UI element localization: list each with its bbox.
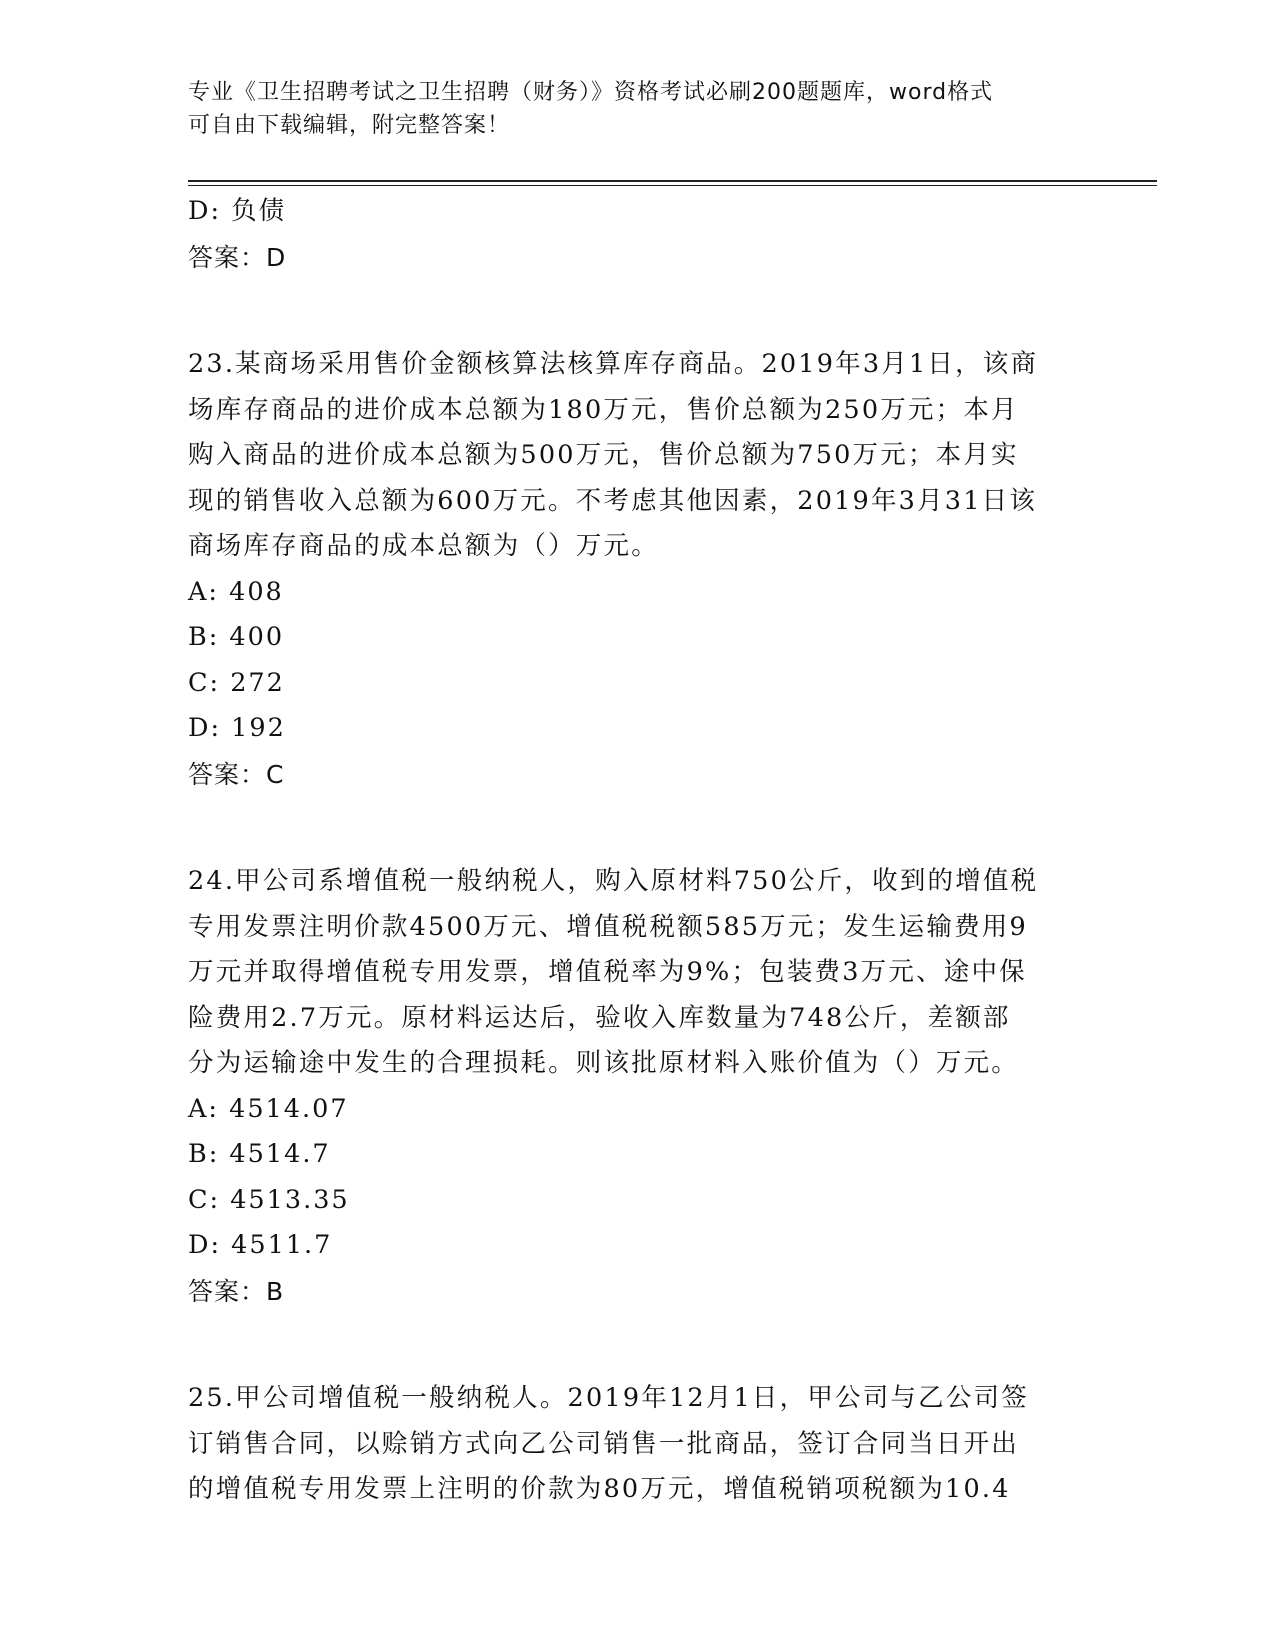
question-24-line: 专用发票注明价款4500万元、增值税税额585万元；发生运输费用9 (188, 911, 1028, 942)
question-gap (188, 1314, 1088, 1376)
question-24-line: 万元并取得增值税专用发票，增值税率为9%；包装费3万元、途中保 (188, 957, 1027, 987)
question-23-answer: 答案：C (188, 759, 285, 789)
question-24-answer: 答案：B (188, 1276, 285, 1306)
question-23-line: 场库存商品的进价成本总额为180万元，售价总额为250万元；本月 (188, 394, 1019, 425)
question-23-option-b: B: 400 (188, 622, 285, 652)
question-content (188, 189, 1088, 1513)
question-24-option-b: B: 4514.7 (188, 1139, 331, 1169)
question-24-line: 分为运输途中发生的合理损耗。则该批原材料入账价值为（）万元。 (188, 1048, 1020, 1078)
header-title-line-1: 专业《卫生招聘考试之卫生招聘（财务）》资格考试必刷200题题库，word格式 (188, 80, 994, 105)
page-header (188, 76, 1078, 142)
question-23-line: 购入商品的进价成本总额为500万元，售价总额为750万元；本月实 (188, 440, 1019, 470)
question-24-line: 险费用2.7万元。原材料运达后，验收入库数量为748公斤，差额部 (188, 1002, 1011, 1033)
question-24-option-c: C: 4513.35 (188, 1184, 350, 1215)
question-23-option-c: C: 272 (188, 667, 285, 698)
header-rule-thick (188, 180, 1157, 182)
question-23-option-a: A: 408 (188, 576, 284, 607)
question-23-line: 现的销售收入总额为600万元。不考虑其他因素，2019年3月31日该 (188, 485, 1038, 516)
question-25-line: 的增值税专用发票上注明的价款为80万元，增值税销项税额为10.4 (188, 1474, 1011, 1504)
question-24-line: 24.甲公司系增值税一般纳税人，购入原材料750公斤，收到的增值税 (188, 866, 1039, 896)
header-title-line-2: 可自由下载编辑，附完整答案！ (188, 113, 511, 138)
question-23-stem (188, 342, 1088, 570)
question-23-line: 商场库存商品的成本总额为（）万元。 (188, 531, 659, 561)
prev-answer: 答案：D (188, 242, 287, 272)
question-gap (188, 280, 1088, 342)
question-gap (188, 797, 1088, 859)
question-25-line: 订销售合同，以赊销方式向乙公司销售一批商品，签订合同当日开出 (188, 1428, 1020, 1459)
question-23-option-d: D: 192 (188, 713, 286, 743)
question-24-stem (188, 859, 1088, 1087)
prev-option-d: D: 负债 (188, 196, 287, 226)
question-25-stem (188, 1376, 1088, 1513)
question-24-option-d: D: 4511.7 (188, 1230, 333, 1260)
header-rule-thin (188, 185, 1157, 186)
question-24-option-a: A: 4514.07 (188, 1093, 349, 1124)
question-25-line: 25.甲公司增值税一般纳税人。2019年12月1日，甲公司与乙公司签 (188, 1383, 1029, 1413)
question-23-line: 23.某商场采用售价金额核算法核算库存商品。2019年3月1日，该商 (188, 349, 1039, 379)
